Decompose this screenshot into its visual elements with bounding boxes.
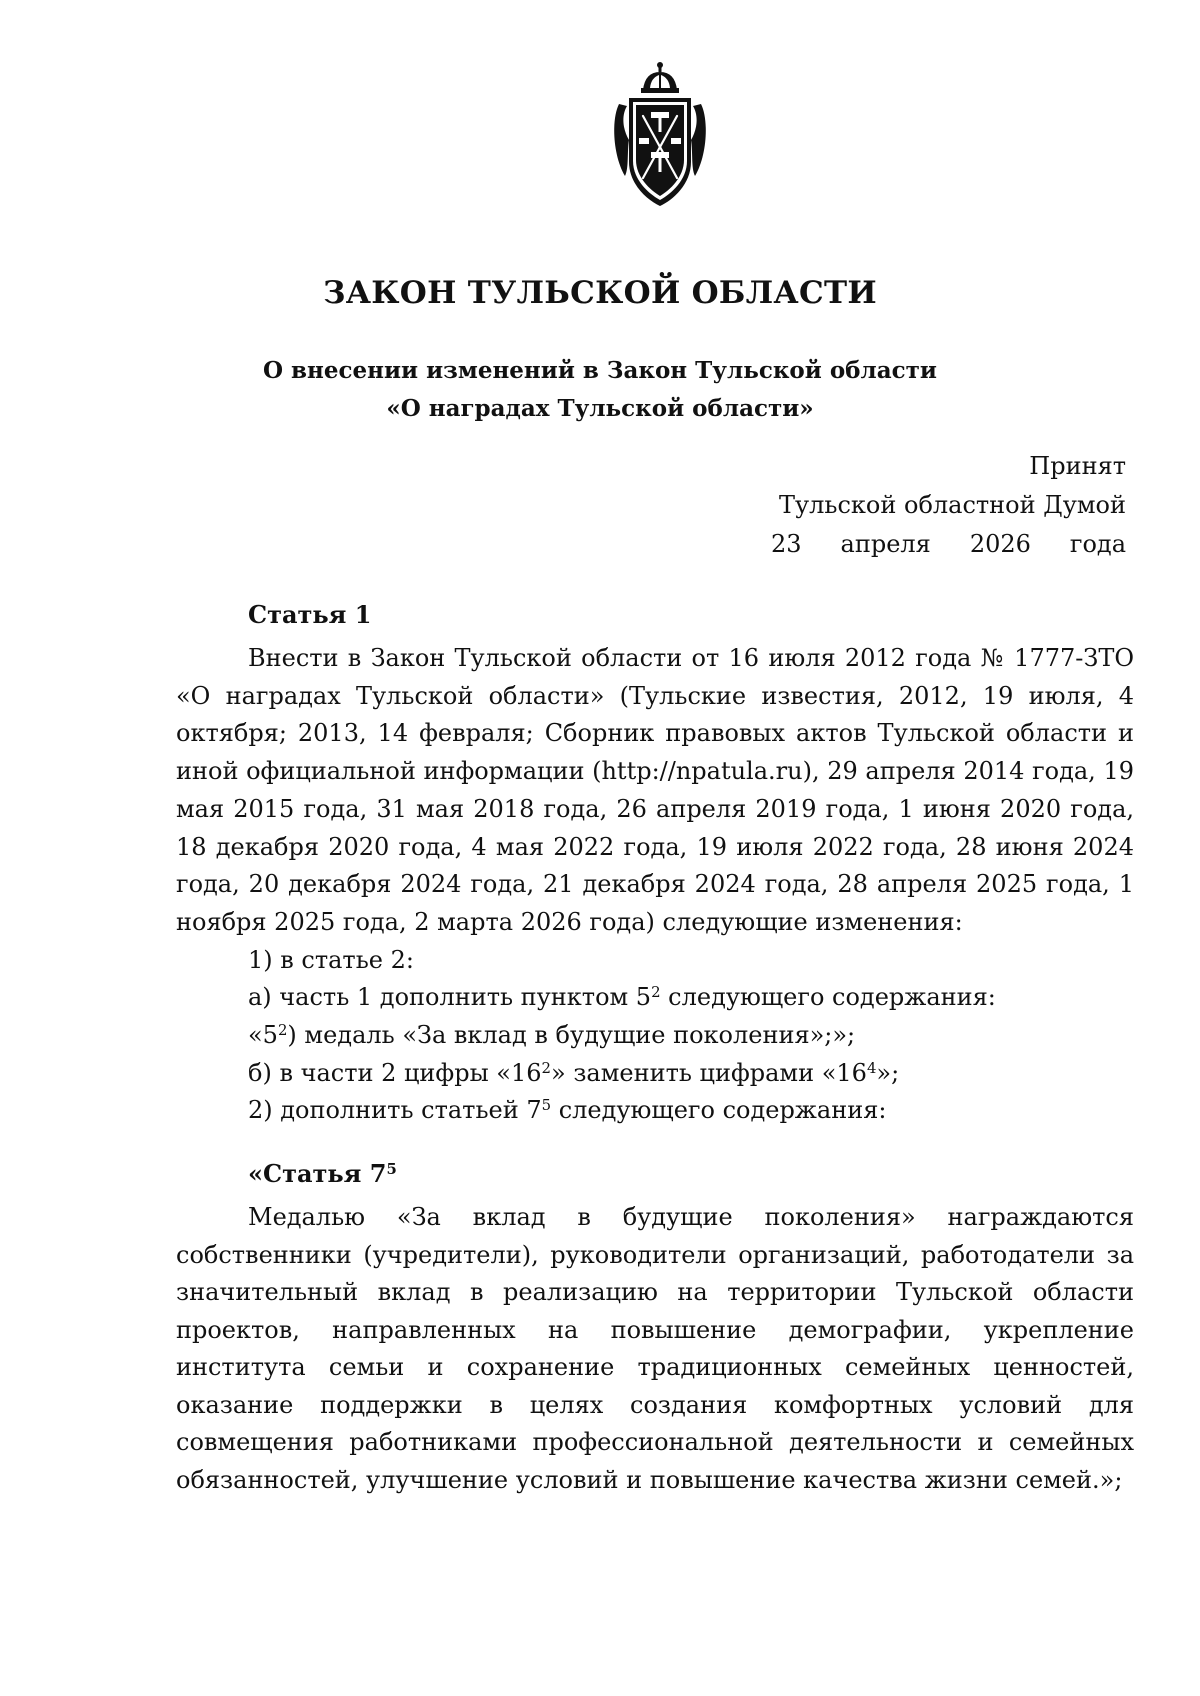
document-title: ЗАКОН ТУЛЬСКОЙ ОБЛАСТИ	[323, 275, 877, 311]
adoption-year: 2026	[969, 530, 1031, 559]
article-1-body	[176, 640, 1134, 1130]
amendment-item-1: 1) в статье 2:	[248, 945, 414, 974]
subtitle-line-2: «О наградах Тульской области»	[386, 394, 814, 422]
adopted-label: Принят	[1029, 452, 1126, 480]
coat-of-arms-emblem	[609, 60, 711, 210]
adoption-block	[771, 447, 1126, 564]
amendment-item-a: а) часть 1 дополнить пунктом $5^2$ следующего содержания:	[248, 983, 996, 1012]
amendment-item-b: б) в части 2 цифры «$16^2$» заменить цифрами «$16^4$»;	[248, 1058, 900, 1087]
article-7-5-body	[176, 1199, 1134, 1499]
adopted-by: Тульской областной Думой	[779, 491, 1126, 520]
adoption-date	[771, 525, 1126, 564]
adoption-day: 23	[771, 530, 802, 559]
amendment-item-2: 2) дополнить статьей $7^5$ следующего содержания:	[248, 1096, 887, 1125]
article-7-5-heading: «Статья $7^5$	[248, 1159, 397, 1188]
adoption-year-word: года	[1069, 530, 1126, 559]
amendment-item-a-quote: «$5^2$) медаль «За вклад в будущие поколения»;»;	[248, 1020, 856, 1050]
document-subtitle	[0, 352, 1200, 428]
article-1-heading: Статья 1	[248, 600, 372, 629]
adoption-month: апреля	[840, 530, 931, 559]
subtitle-line-1: О внесении изменений в Закон Тульской области	[263, 357, 937, 384]
article-1-intro: Внести в Закон Тульской области от 16 июля 2012 года № 1777-ЗТО «О наградах Тульской области» (Тульские известия, 2012, 19 июля, 4 октября; 2013, 14 февраля; Сборник правовых актов Тульской области и иной официальной информации (http://npatula.ru), 29 апреля 2014 года, 19 мая 2015 года, 31 мая 2018 года, 26 апреля 2019 года, 1 июня 2020 года, 18 декабря 2020 года, 4 мая 2022 года, 19 июля 2022 года, 28 июня 2024 года, 20 декабря 2024 года, 21 декабря 2024 года, 28 апреля 2025 года, 1 ноября 2025 года, 2 марта 2026 года) следующие изменения:	[176, 644, 1134, 936]
article-7-5-text: Медалью «За вклад в будущие поколения» награждаются собственники (учредители), руководители организаций, работодатели за значительный вклад в реализацию на территории Тульской области проектов, направленных на повышение демографии, укрепление института семьи и сохранение традиционных семейных ценностей, оказание поддержки в целях создания комфортных условий для совмещения работниками профессиональной деятельности и семейных обязанностей, улучшение условий и повышение качества жизни семей.»;	[176, 1203, 1134, 1494]
